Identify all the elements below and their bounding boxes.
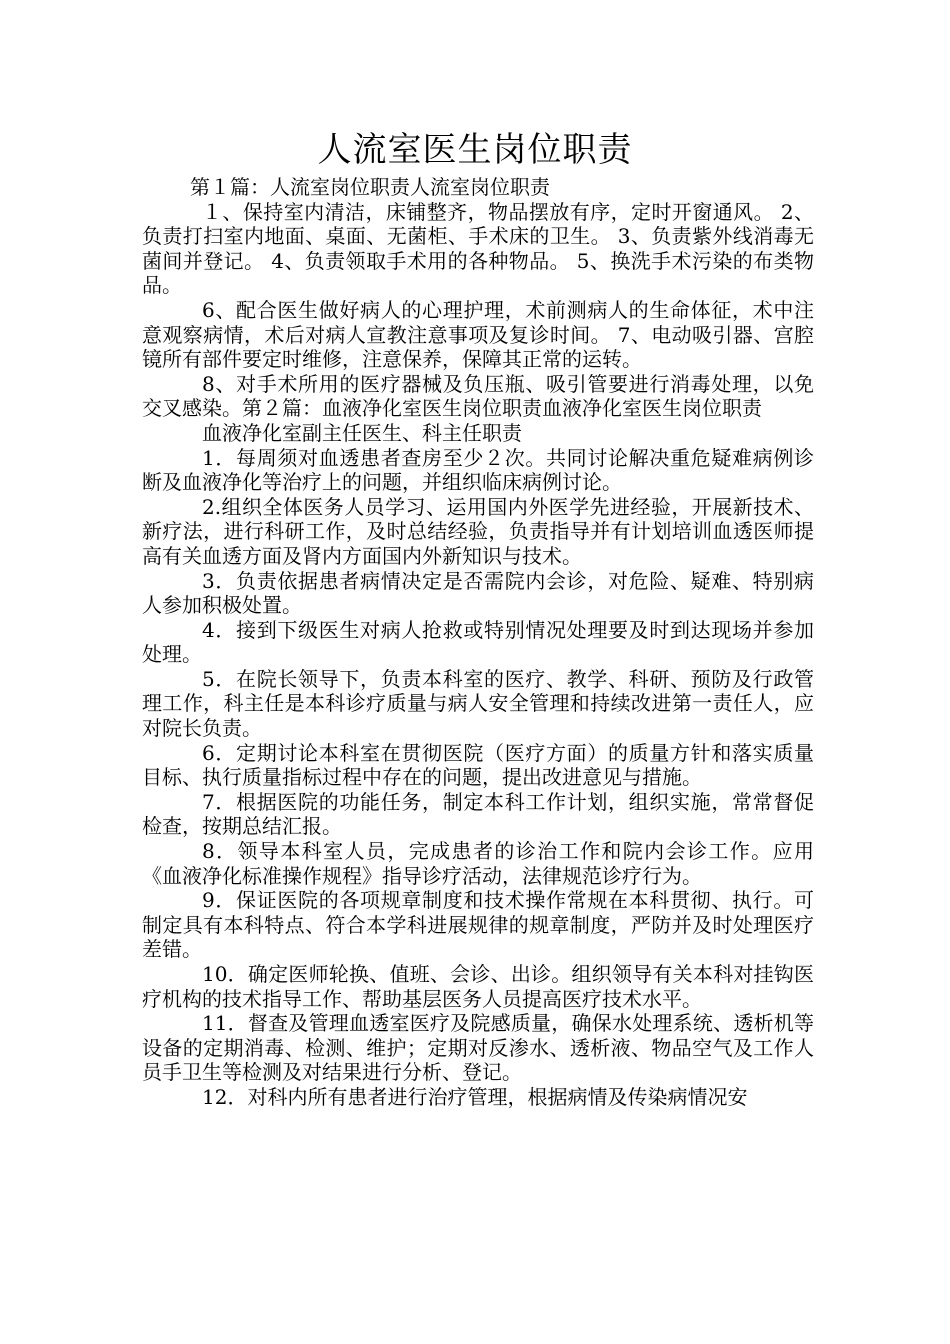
paragraph-14: 9．保证医院的各项规章制度和技术操作常规在本科贯彻、执行。可制定具有本科特点、符合本学科进展规律的规章制度，严防并及时处理医疗差错。 (142, 888, 814, 962)
paragraph-4: 8、对手术所用的医疗器械及负压瓶、吸引管要进行消毒处理，以免交叉感染。第２篇：血液净化室医生岗位职责血液净化室医生岗位职责 (142, 371, 814, 421)
paragraph-16: 11．督查及管理血透室医疗及院感质量，确保水处理系统、透析机等设备的定期消毒、检测、维护；定期对反渗水、透析液、物品空气及工作人员手卫生等检测及对结果进行分析、登记。 (142, 1011, 814, 1085)
paragraph-17: 12．对科内所有患者进行治疗管理，根据病情及传染病情况安 (202, 1084, 748, 1109)
paragraph-10: 5．在院长领导下，负责本科室的医疗、教学、科研、预防及行政管理工作，科主任是本科诊疗质量与病人安全管理和持续改进第一责任人，应对院长负责。 (142, 666, 814, 741)
paragraph-5: 血液净化室副主任医生、科主任职责 (202, 420, 522, 445)
paragraph-8: 3．负责依据患者病情决定是否需院内会诊，对危险、疑难、特别病人参加积极处置。 (142, 568, 814, 618)
paragraph-2: １、保持室内清洁，床铺整齐，物品摆放有序，定时开窗通风。 2、负责打扫室内地面、桌面、无菌柜、手术床的卫生。 3、负责紫外线消毒无菌间并登记。 4、负责领取手术用的各种物品。 5、换洗手术污染的布类物品。 (142, 199, 814, 298)
paragraph-11: 6．定期讨论本科室在贯彻医院（医疗方面）的质量方针和落实质量目标、执行质量指标过程中存在的问题，提出改进意见与措施。 (142, 740, 814, 790)
paragraph-6: 1．每周须对血透患者查房至少２次。共同讨论解决重危疑难病例诊断及血液净化等治疗上的问题，并组织临床病例讨论。 (142, 445, 814, 495)
document-title: 人流室医生岗位职责 (317, 130, 633, 170)
paragraph-7: 2.组织全体医务人员学习、运用国内外医学先进经验，开展新技术、新疗法，进行科研工作，及时总结经验，负责指导并有计划培训血透医师提高有关血透方面及肾内方面国内外新知识与技术。 (142, 494, 814, 568)
paragraph-9: 4．接到下级医生对病人抢救或特别情况处理要及时到达现场并参加处理。 (142, 617, 814, 667)
paragraph-3: 6、配合医生做好病人的心理护理，术前测病人的生命体征，术中注意观察病情，术后对病人宣教注意事项及复诊时间。 7、电动吸引器、宫腔镜所有部件要定时维修，注意保养，保障其正常的运转。 (142, 297, 814, 372)
document-body (142, 175, 814, 1110)
paragraph-13: 8．领导本科室人员，完成患者的诊治工作和院内会诊工作。应用《血液净化标准操作规程》指导诊疗活动，法律规范诊疗行为。 (142, 839, 814, 888)
paragraph-1: 第１篇：人流室岗位职责人流室岗位职责 (190, 175, 550, 199)
paragraph-12: 7．根据医院的功能任务，制定本科工作计划，组织实施，常常督促检查，按期总结汇报。 (142, 789, 814, 839)
paragraph-15: 10．确定医师轮换、值班、会诊、出诊。组织领导有关本科对挂钩医疗机构的技术指导工作、帮助基层医务人员提高医疗技术水平。 (142, 962, 814, 1011)
